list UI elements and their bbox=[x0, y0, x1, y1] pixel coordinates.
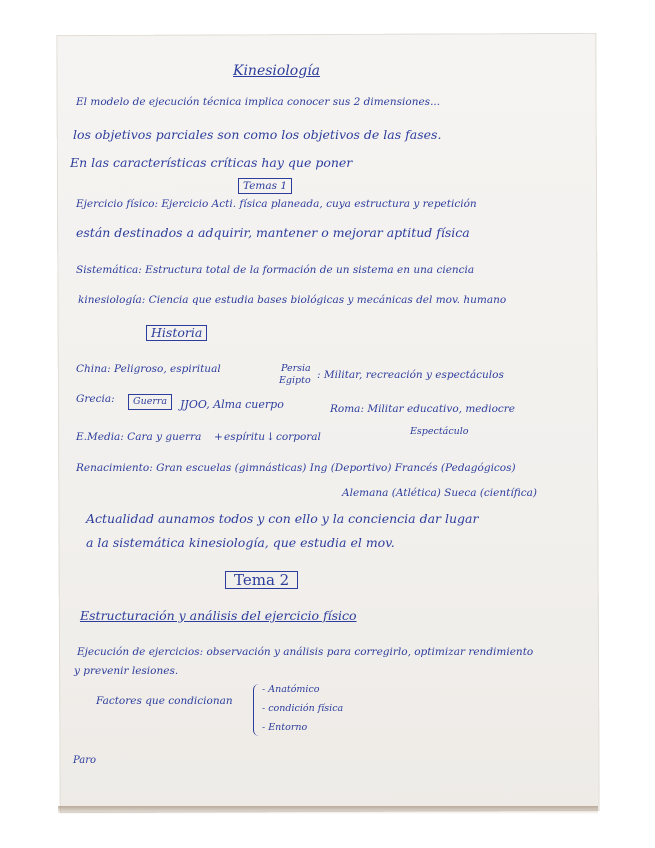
historia-heading: Historia bbox=[146, 325, 207, 341]
note-boxed-word: Guerra bbox=[128, 394, 172, 410]
list-item: - condición física bbox=[262, 703, 344, 714]
note-line: y prevenir lesiones. bbox=[74, 665, 179, 677]
note-line: : Militar, recreación y espectáculos bbox=[317, 369, 504, 381]
note-word: espíritu bbox=[224, 431, 266, 443]
tema1-heading: Temas 1 bbox=[238, 178, 292, 194]
section-subtitle: Estructuración y análisis del ejercicio físico bbox=[80, 608, 357, 623]
note-line: los objetivos parciales son como los objetivos de las fases. bbox=[73, 127, 442, 142]
note-line: Roma: Militar educativo, mediocre bbox=[330, 403, 516, 415]
note-line: Renacimiento: Gran escuelas (gimnásticas) Ing (Deportivo) Francés (Pedagógicos) bbox=[76, 462, 516, 474]
brace-mark bbox=[253, 684, 260, 736]
note-line: Ejecución de ejercicios: observación y análisis para corregirlo, optimizar rendimiento bbox=[77, 646, 534, 658]
note-word: Persia bbox=[281, 363, 311, 374]
note-word: corporal bbox=[276, 431, 321, 443]
note-line: Factores que condicionan bbox=[96, 695, 233, 707]
note-word: Egipto bbox=[279, 375, 311, 386]
list-item: - Anatómico bbox=[262, 684, 320, 695]
note-line: Ejercicio físico: Ejercicio Acti. física planeada, cuya estructura y repetición bbox=[76, 198, 477, 210]
signature: Paro bbox=[73, 755, 97, 766]
note-word: Espectáculo bbox=[410, 426, 469, 437]
note-line: Sistemática: Estructura total de la formación de un sistema en una ciencia bbox=[76, 264, 475, 276]
note-line: a la sistemática kinesiología, que estudia el mov. bbox=[86, 535, 395, 550]
page-shadow bbox=[58, 806, 598, 814]
tema2-heading: Tema 2 bbox=[225, 571, 298, 589]
list-item: - Entorno bbox=[262, 722, 308, 733]
note-word: Grecia: bbox=[76, 393, 115, 405]
page-title: Kinesiología bbox=[233, 63, 321, 79]
plus-sign: + bbox=[214, 431, 223, 443]
note-line: Actualidad aunamos todos y con ello y la conciencia dar lugar bbox=[86, 511, 479, 526]
note-line: El modelo de ejecución técnica implica conocer sus 2 dimensiones... bbox=[76, 96, 441, 108]
note-line: están destinados a adquirir, mantener o mejorar aptitud física bbox=[76, 225, 470, 240]
down-arrow-icon: ↓ bbox=[266, 431, 275, 443]
note-line: E.Media: Cara y guerra bbox=[76, 431, 202, 443]
note-line: En las características críticas hay que poner bbox=[70, 155, 353, 170]
note-line: kinesiología: Ciencia que estudia bases biológicas y mecánicas del mov. humano bbox=[78, 294, 507, 306]
note-line: China: Peligroso, espiritual bbox=[76, 363, 221, 375]
note-line: Alemana (Atlética) Sueca (científica) bbox=[342, 487, 537, 499]
note-line: JJOO, Alma cuerpo bbox=[180, 398, 284, 411]
